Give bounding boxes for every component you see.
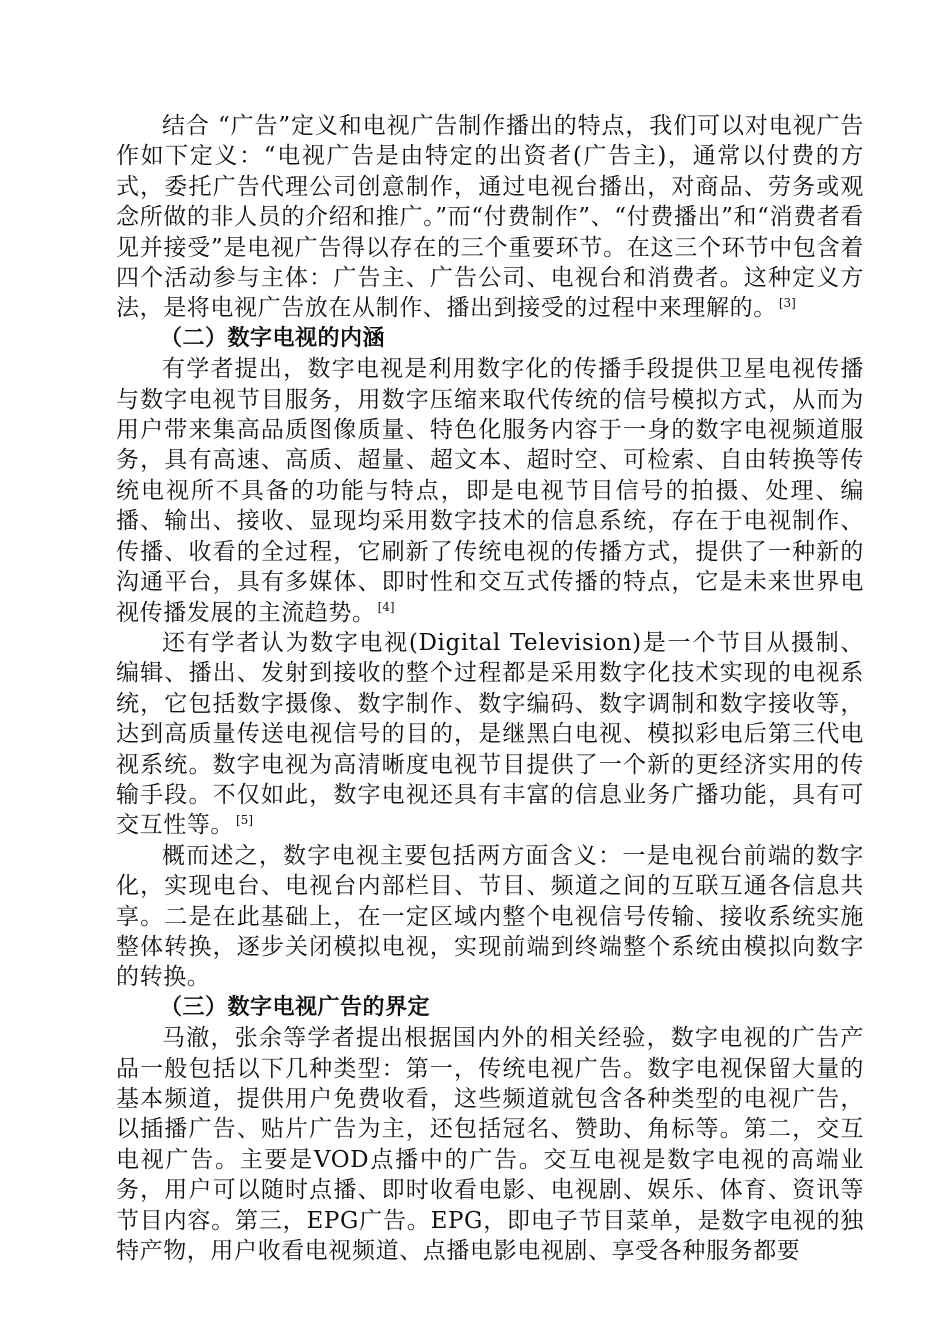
citation-marker: [3] xyxy=(778,295,796,310)
paragraph-digital-tv-view-2 xyxy=(116,628,864,841)
section-heading-digital-tv-meaning: （二）数字电视的内涵 xyxy=(160,325,386,351)
paragraph-digital-tv-ad-types xyxy=(116,1023,864,1266)
paragraph-text: 还有学者认为数字电视(Digital Television)是一个节目从摄制、编辑、播出、发射到接收的整个过程都是采用数字化技术实现的电视系统，它包括数字摄像、数字制作、数字编码、数字调制和数字接收等，达到高质量传送电视信号的目的，是继黑白电视、模拟彩电后第三代电视系统。数字电视为高清晰度电视节目提供了一个新的更经济实用的传输手段。不仅如此，数字电视还具有丰富的信息业务广播功能，具有可交互性等。 xyxy=(116,629,864,839)
section-heading-digital-tv-ad-definition: （三）数字电视广告的界定 xyxy=(160,994,431,1020)
paragraph-text: 结合 “广告”定义和电视广告制作播出的特点，我们可以对电视广告作如下定义：“电视广告是由特定的出资者(广告主)，通常以付费的方式，委托广告代理公司创意制作，通过电视台播出，对商品、劳务或观念所做的非人员的介绍和推广。”而“付费制作”、“付费播出”和“消费者看见并接受”是电视广告得以存在的三个重要环节。在这三个环节中包含着四个活动参与主体：广告主、广告公司、电视台和消费者。这种定义方法，是将电视广告放在从制作、播出到接受的过程中来理解的。 xyxy=(116,113,864,322)
paragraph-digital-tv-summary xyxy=(116,841,864,993)
citation-marker: [5] xyxy=(236,812,253,827)
paragraph-text: 有学者提出，数字电视是利用数字化的传播手段提供卫星电视传播与数字电视节目服务，用数字压缩来取代传统的信号模拟方式，从而为用户带来集高品质图像质量、特色化服务内容于一身的数字电视频道服务，具有高速、高质、超量、超文本、超时空、可检索、自由转换等传统电视所不具备的功能与特点，即是电视节目信号的拍摄、处理、编播、输出、接收、显现均采用数字技术的信息系统，存在于电视制作、传播、收看的全过程，它刷新了传统电视的传播方式，提供了一种新的沟通平台，具有多媒体、即时性和交互式传播的特点，它是未来世界电视传播发展的主流趋势。 xyxy=(116,356,864,626)
paragraph-text: 概而述之，数字电视主要包括两方面含义：一是电视台前端的数字化，实现电台、电视台内部栏目、节目、频道之间的互联互通各信息共享。二是在此基础上，在一定区域内整个电视信号传输、接收系统实施整体转换，逐步关闭模拟电视，实现前端到终端整个系统由模拟向数字的转换。 xyxy=(116,842,864,991)
paragraph-digital-tv-view-1 xyxy=(116,354,864,628)
paragraph-tv-ad-definition xyxy=(116,111,864,324)
citation-marker: [4] xyxy=(377,599,395,614)
document-page xyxy=(116,111,864,1266)
paragraph-text: 马澈，张余等学者提出根据国内外的相关经验，数字电视的广告产品一般包括以下几种类型：第一，传统电视广告。数字电视保留大量的基本频道，提供用户免费收看，这些频道就包含各种类型的电视广告，以插播广告、贴片广告为主，还包括冠名、赞助、角标等。第二，交互电视广告。主要是VOD点播中的广告。交互电视是数字电视的高端业务，用户可以随时点播、即时收看电影、电视剧、娱乐、体育、资讯等节目内容。第三，EPG广告。EPG，即电子节目菜单，是数字电视的独特产物，用户收看电视频道、点播电影电视剧、享受各种服务都要 xyxy=(116,1025,864,1265)
